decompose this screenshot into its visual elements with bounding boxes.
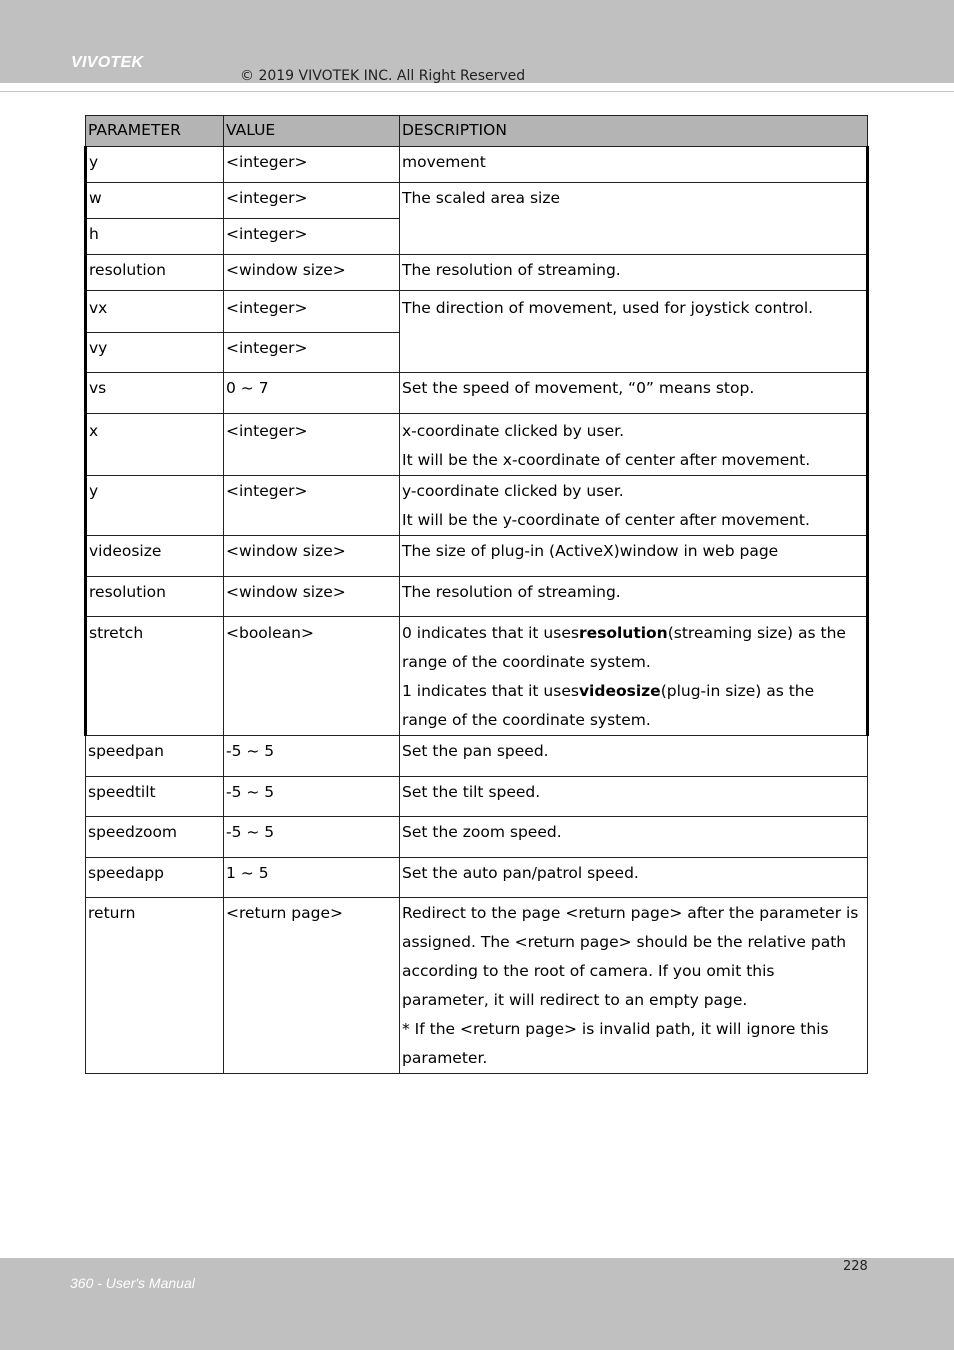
column-header-value: VALUE <box>224 116 400 147</box>
table-row <box>86 373 868 414</box>
desc-cell <box>400 617 868 736</box>
column-header-parameter: PARAMETER <box>86 116 224 147</box>
value-cell: <integer> <box>224 414 400 476</box>
value-cell: <integer> <box>224 476 400 536</box>
value-cell: <window size> <box>224 577 400 617</box>
header-divider <box>0 91 954 92</box>
value-cell: -5 ~ 5 <box>224 736 400 777</box>
desc-cell: The scaled area size <box>400 183 868 255</box>
param-cell: x <box>86 414 224 476</box>
column-header-description: DESCRIPTION <box>400 116 868 147</box>
param-cell: y <box>86 476 224 536</box>
desc-cell: Set the zoom speed. <box>400 817 868 858</box>
value-cell: <integer> <box>224 219 400 255</box>
param-cell: stretch <box>86 617 224 736</box>
param-cell: videosize <box>86 536 224 577</box>
desc-line: It will be the x-coordinate of center after movement. <box>402 451 811 469</box>
value-cell: <integer> <box>224 183 400 219</box>
param-cell: speedapp <box>86 858 224 898</box>
desc-cell <box>400 898 868 1074</box>
table-row <box>86 291 868 333</box>
param-cell: w <box>86 183 224 219</box>
page-number: 228 <box>843 1259 868 1274</box>
value-cell: -5 ~ 5 <box>224 817 400 858</box>
value-cell: <return page> <box>224 898 400 1074</box>
desc-cell: The direction of movement, used for joystick control. <box>400 291 868 373</box>
param-cell: speedpan <box>86 736 224 777</box>
desc-cell: The resolution of streaming. <box>400 577 868 617</box>
desc-cell: The resolution of streaming. <box>400 255 868 291</box>
table-row <box>86 817 868 858</box>
value-cell: <integer> <box>224 291 400 333</box>
param-cell: resolution <box>86 255 224 291</box>
value-cell: -5 ~ 5 <box>224 777 400 817</box>
table-row <box>86 777 868 817</box>
table-row <box>86 147 868 183</box>
param-cell: speedzoom <box>86 817 224 858</box>
parameter-table <box>84 115 869 1074</box>
value-cell: <window size> <box>224 536 400 577</box>
table-row <box>86 736 868 777</box>
brand-logo: VIVOTEK <box>71 54 144 71</box>
value-cell: <integer> <box>224 333 400 373</box>
desc-cell <box>400 476 868 536</box>
param-cell: vx <box>86 291 224 333</box>
desc-cell: Set the speed of movement, “0” means stop. <box>400 373 868 414</box>
desc-cell <box>400 414 868 476</box>
table-row <box>86 577 868 617</box>
table-row <box>86 183 868 219</box>
param-cell: return <box>86 898 224 1074</box>
desc-cell: Set the tilt speed. <box>400 777 868 817</box>
param-cell: vs <box>86 373 224 414</box>
desc-line: Redirect to the page <return page> after the parameter is assigned. The <return page> should be the relative path according to the root of camera. If you omit this parameter, it will redirect to an empty page. <box>402 904 859 1009</box>
value-cell: <integer> <box>224 147 400 183</box>
value-cell: 1 ~ 5 <box>224 858 400 898</box>
param-cell: speedtilt <box>86 777 224 817</box>
param-cell: vy <box>86 333 224 373</box>
value-cell: <boolean> <box>224 617 400 736</box>
param-cell: resolution <box>86 577 224 617</box>
param-cell: y <box>86 147 224 183</box>
desc-cell: Set the auto pan/patrol speed. <box>400 858 868 898</box>
desc-cell: The size of plug-in (ActiveX)window in web page <box>400 536 868 577</box>
desc-cell: movement <box>400 147 868 183</box>
table-header-row <box>86 116 868 147</box>
desc-line: 1 indicates that it usesvideosize(plug-in size) as the range of the coordinate system. <box>402 682 815 729</box>
value-cell: 0 ~ 7 <box>224 373 400 414</box>
table-row <box>86 858 868 898</box>
desc-line: y-coordinate clicked by user. <box>402 482 624 500</box>
desc-line: 0 indicates that it usesresolution(streaming size) as the range of the coordinate system. <box>402 624 846 671</box>
desc-line: It will be the y-coordinate of center after movement. <box>402 511 810 529</box>
table-row <box>86 617 868 736</box>
desc-line: x-coordinate clicked by user. <box>402 422 624 440</box>
page-footer <box>0 1258 954 1350</box>
table-row <box>86 536 868 577</box>
manual-title: 360 - User's Manual <box>70 1275 195 1291</box>
desc-line: * If the <return page> is invalid path, it will ignore this parameter. <box>402 1020 829 1067</box>
desc-cell: Set the pan speed. <box>400 736 868 777</box>
table-row <box>86 476 868 536</box>
value-cell: <window size> <box>224 255 400 291</box>
param-cell: h <box>86 219 224 255</box>
copyright-text: © 2019 VIVOTEK INC. All Right Reserved <box>240 68 526 84</box>
table-row <box>86 414 868 476</box>
table-row <box>86 255 868 291</box>
table-row <box>86 898 868 1074</box>
